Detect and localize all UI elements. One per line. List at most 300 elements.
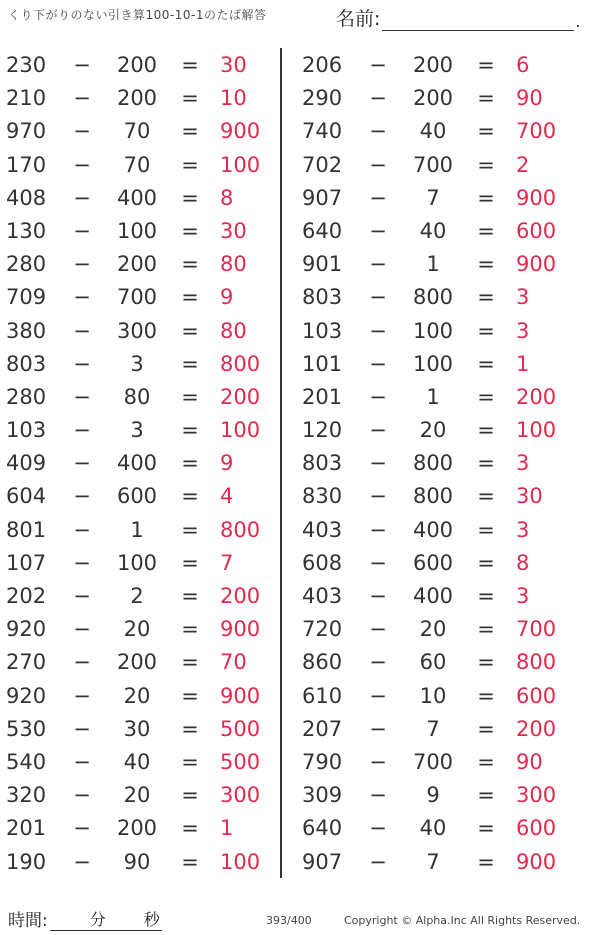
subtrahend: 90 <box>123 849 151 874</box>
problem-row <box>296 314 586 347</box>
minus-sign: − <box>369 418 387 443</box>
minuend: 702 <box>302 152 343 177</box>
problem-row <box>0 446 280 479</box>
minuend: 610 <box>302 683 343 708</box>
answer: 8 <box>220 185 234 210</box>
name-end-mark: . <box>575 12 581 31</box>
answer: 900 <box>220 683 261 708</box>
subtrahend: 20 <box>123 683 151 708</box>
minus-sign: − <box>369 550 387 575</box>
minus-sign: − <box>369 53 387 77</box>
minuend: 206 <box>302 53 343 77</box>
equals-sign: = <box>477 53 495 77</box>
answer: 30 <box>516 484 543 509</box>
subtrahend: 100 <box>412 351 454 376</box>
time-blank-line <box>50 910 162 931</box>
minuend: 640 <box>302 816 343 841</box>
minus-sign: − <box>73 318 91 343</box>
subtrahend: 40 <box>419 119 447 144</box>
subtrahend: 20 <box>123 783 151 808</box>
problem-row <box>296 214 586 247</box>
subtrahend: 80 <box>123 384 151 409</box>
minuend: 720 <box>302 617 343 642</box>
answer: 1 <box>516 351 530 376</box>
equals-sign: = <box>477 517 495 542</box>
minuend: 830 <box>302 484 343 509</box>
equals-sign: = <box>477 451 495 476</box>
equals-sign: = <box>181 816 199 841</box>
minuend: 103 <box>302 318 343 343</box>
minutes-unit: 分 <box>89 910 106 929</box>
subtrahend: 40 <box>419 218 447 243</box>
equals-sign: = <box>181 351 199 376</box>
problem-row <box>0 247 280 280</box>
problem-row <box>296 81 586 114</box>
minus-sign: − <box>73 517 91 542</box>
subtrahend: 200 <box>116 53 158 77</box>
minus-sign: − <box>73 650 91 675</box>
answer: 900 <box>516 252 557 277</box>
answer: 2 <box>516 152 530 177</box>
minus-sign: − <box>73 185 91 210</box>
subtrahend: 800 <box>412 484 454 509</box>
problem-row <box>0 811 280 844</box>
equals-sign: = <box>477 683 495 708</box>
equals-sign: = <box>181 617 199 642</box>
subtrahend: 200 <box>116 650 158 675</box>
minus-sign: − <box>369 185 387 210</box>
page-number: 393/400 <box>266 914 312 927</box>
name-blank-line <box>382 10 574 31</box>
answer: 600 <box>516 816 557 841</box>
minus-sign: − <box>73 550 91 575</box>
subtrahend: 400 <box>412 584 454 608</box>
minus-sign: − <box>73 617 91 642</box>
subtrahend: 40 <box>419 816 447 841</box>
minus-sign: − <box>369 384 387 409</box>
equals-sign: = <box>477 285 495 310</box>
minuend: 608 <box>302 550 343 575</box>
minuend: 170 <box>6 152 47 177</box>
minus-sign: − <box>369 152 387 177</box>
minuend: 920 <box>6 683 47 708</box>
subtrahend: 700 <box>116 285 158 310</box>
subtrahend: 7 <box>426 849 440 874</box>
answer: 800 <box>516 650 557 675</box>
equals-sign: = <box>477 418 495 443</box>
minus-sign: − <box>73 783 91 808</box>
answer: 700 <box>516 119 557 144</box>
answer: 4 <box>220 484 234 509</box>
answer: 200 <box>516 384 557 409</box>
problem-row <box>296 114 586 147</box>
minuend: 920 <box>6 617 47 642</box>
equals-sign: = <box>181 849 199 874</box>
answer: 3 <box>516 451 530 476</box>
minuend: 901 <box>302 252 343 277</box>
problem-row <box>0 513 280 546</box>
equals-sign: = <box>181 185 199 210</box>
minus-sign: − <box>73 351 91 376</box>
minus-sign: − <box>369 285 387 310</box>
minuend: 409 <box>6 451 47 476</box>
equals-sign: = <box>181 418 199 443</box>
minuend: 202 <box>6 584 47 608</box>
minuend: 101 <box>302 351 343 376</box>
minus-sign: − <box>73 849 91 874</box>
equals-sign: = <box>477 351 495 376</box>
problem-row <box>296 181 586 214</box>
minuend: 790 <box>302 749 343 774</box>
minus-sign: − <box>369 650 387 675</box>
problem-row <box>0 745 280 778</box>
problem-row <box>0 81 280 114</box>
answer: 100 <box>516 418 557 443</box>
minus-sign: − <box>369 517 387 542</box>
answer: 900 <box>220 119 261 144</box>
subtrahend: 200 <box>412 86 454 111</box>
subtrahend: 1 <box>426 252 440 277</box>
answer: 900 <box>516 849 557 874</box>
equals-sign: = <box>477 783 495 808</box>
minuend: 207 <box>302 716 343 741</box>
minus-sign: − <box>73 816 91 841</box>
problem-row <box>0 181 280 214</box>
minuend: 280 <box>6 384 47 409</box>
subtrahend: 400 <box>412 517 454 542</box>
minuend: 230 <box>6 53 47 77</box>
equals-sign: = <box>477 749 495 774</box>
answer: 1 <box>220 816 234 841</box>
answer: 9 <box>220 285 234 310</box>
minuend: 803 <box>302 451 343 476</box>
problem-row <box>296 745 586 778</box>
answer: 30 <box>220 53 247 77</box>
answer: 3 <box>516 285 530 310</box>
answer: 600 <box>516 683 557 708</box>
minus-sign: − <box>73 584 91 608</box>
problem-row <box>296 679 586 712</box>
minuend: 403 <box>302 584 343 608</box>
problem-row <box>0 114 280 147</box>
problem-row <box>296 479 586 512</box>
problem-row <box>296 380 586 413</box>
answer: 100 <box>220 152 261 177</box>
answer: 6 <box>516 53 530 77</box>
subtrahend: 100 <box>116 218 158 243</box>
minuend: 280 <box>6 252 47 277</box>
problem-row <box>0 645 280 678</box>
minuend: 290 <box>302 86 343 111</box>
minus-sign: − <box>369 749 387 774</box>
problem-row <box>0 280 280 313</box>
minuend: 201 <box>6 816 47 841</box>
problem-row <box>296 778 586 811</box>
minus-sign: − <box>369 119 387 144</box>
problem-row <box>296 579 586 612</box>
equals-sign: = <box>181 252 199 277</box>
subtrahend: 70 <box>123 152 151 177</box>
minus-sign: − <box>369 451 387 476</box>
problem-row <box>296 811 586 844</box>
equals-sign: = <box>181 384 199 409</box>
problem-row <box>296 247 586 280</box>
subtrahend: 9 <box>426 783 440 808</box>
minuend: 309 <box>302 783 343 808</box>
equals-sign: = <box>477 650 495 675</box>
problem-row <box>296 347 586 380</box>
answer: 80 <box>220 318 247 343</box>
problem-row <box>0 612 280 645</box>
problem-row <box>296 48 586 81</box>
subtrahend: 1 <box>426 384 440 409</box>
minus-sign: − <box>369 849 387 874</box>
answer: 200 <box>220 584 261 608</box>
minus-sign: − <box>73 451 91 476</box>
equals-sign: = <box>181 683 199 708</box>
answer: 300 <box>516 783 557 808</box>
minuend: 320 <box>6 783 47 808</box>
minus-sign: − <box>73 86 91 111</box>
problem-row <box>296 712 586 745</box>
problem-row <box>0 712 280 745</box>
answer: 700 <box>516 617 557 642</box>
problem-row <box>0 679 280 712</box>
problem-row <box>0 479 280 512</box>
equals-sign: = <box>477 318 495 343</box>
answer: 9 <box>220 451 234 476</box>
equals-sign: = <box>477 816 495 841</box>
minus-sign: − <box>73 152 91 177</box>
minus-sign: − <box>369 584 387 608</box>
minus-sign: − <box>73 418 91 443</box>
equals-sign: = <box>181 218 199 243</box>
time-field <box>8 906 162 931</box>
minuend: 907 <box>302 185 343 210</box>
subtrahend: 20 <box>419 617 447 642</box>
minuend: 803 <box>6 351 47 376</box>
subtrahend: 600 <box>116 484 158 509</box>
minus-sign: − <box>369 716 387 741</box>
answer: 800 <box>220 351 261 376</box>
problem-column-left <box>0 48 280 878</box>
minus-sign: − <box>73 119 91 144</box>
problem-row <box>296 280 586 313</box>
equals-sign: = <box>477 849 495 874</box>
answer: 800 <box>220 517 261 542</box>
answer: 600 <box>516 218 557 243</box>
equals-sign: = <box>181 550 199 575</box>
subtrahend: 200 <box>116 86 158 111</box>
subtrahend: 40 <box>123 749 151 774</box>
subtrahend: 800 <box>412 285 454 310</box>
answer: 30 <box>220 218 247 243</box>
subtrahend: 700 <box>412 152 454 177</box>
subtrahend: 200 <box>116 816 158 841</box>
subtrahend: 7 <box>426 716 440 741</box>
answer: 100 <box>220 849 261 874</box>
subtrahend: 200 <box>116 252 158 277</box>
subtrahend: 200 <box>412 53 454 77</box>
subtrahend: 60 <box>419 650 447 675</box>
equals-sign: = <box>181 451 199 476</box>
answer: 10 <box>220 86 247 111</box>
column-divider <box>280 48 282 878</box>
answer: 900 <box>220 617 261 642</box>
minuend: 640 <box>302 218 343 243</box>
minus-sign: − <box>369 218 387 243</box>
equals-sign: = <box>181 650 199 675</box>
answer: 300 <box>220 783 261 808</box>
answer: 200 <box>220 384 261 409</box>
subtrahend: 20 <box>419 418 447 443</box>
minuend: 803 <box>302 285 343 310</box>
subtrahend: 2 <box>130 584 144 608</box>
equals-sign: = <box>181 53 199 77</box>
answer: 500 <box>220 749 261 774</box>
minus-sign: − <box>73 683 91 708</box>
equals-sign: = <box>477 550 495 575</box>
minuend: 190 <box>6 849 47 874</box>
minus-sign: − <box>369 617 387 642</box>
minus-sign: − <box>73 716 91 741</box>
subtrahend: 30 <box>123 716 151 741</box>
equals-sign: = <box>477 716 495 741</box>
equals-sign: = <box>477 252 495 277</box>
answer: 500 <box>220 716 261 741</box>
answer: 3 <box>516 584 530 608</box>
minuend: 201 <box>302 384 343 409</box>
subtrahend: 700 <box>412 749 454 774</box>
equals-sign: = <box>181 152 199 177</box>
answer: 100 <box>220 418 261 443</box>
minuend: 210 <box>6 86 47 111</box>
equals-sign: = <box>477 185 495 210</box>
problem-row <box>0 579 280 612</box>
answer: 7 <box>220 550 234 575</box>
subtrahend: 300 <box>116 318 158 343</box>
minuend: 408 <box>6 185 47 210</box>
problem-row <box>0 48 280 81</box>
problem-row <box>296 612 586 645</box>
problem-row <box>0 546 280 579</box>
name-label: 名前: <box>336 8 381 30</box>
equals-sign: = <box>477 86 495 111</box>
equals-sign: = <box>181 285 199 310</box>
problem-row <box>296 513 586 546</box>
problem-row <box>296 446 586 479</box>
equals-sign: = <box>181 716 199 741</box>
seconds-unit: 秒 <box>143 910 160 929</box>
problem-row <box>0 314 280 347</box>
equals-sign: = <box>181 517 199 542</box>
problem-row <box>0 380 280 413</box>
problem-row <box>0 148 280 181</box>
minuend: 103 <box>6 418 47 443</box>
minus-sign: − <box>369 484 387 509</box>
subtrahend: 10 <box>419 683 447 708</box>
subtrahend: 100 <box>412 318 454 343</box>
equals-sign: = <box>181 783 199 808</box>
minus-sign: − <box>369 252 387 277</box>
problem-row <box>296 845 586 878</box>
problem-row <box>0 347 280 380</box>
minus-sign: − <box>369 351 387 376</box>
minus-sign: − <box>73 252 91 277</box>
answer: 3 <box>516 517 530 542</box>
minus-sign: − <box>369 318 387 343</box>
subtrahend: 600 <box>412 550 454 575</box>
problem-row <box>296 413 586 446</box>
problem-row <box>296 546 586 579</box>
subtrahend: 1 <box>130 517 144 542</box>
answer: 200 <box>516 716 557 741</box>
subtrahend: 3 <box>130 418 144 443</box>
minuend: 540 <box>6 749 47 774</box>
equals-sign: = <box>477 384 495 409</box>
problem-row <box>296 645 586 678</box>
answer: 90 <box>516 86 543 111</box>
problem-row <box>0 214 280 247</box>
equals-sign: = <box>477 152 495 177</box>
copyright-notice: Copyright © Alpha.Inc All Rights Reserved. <box>344 914 581 927</box>
minus-sign: − <box>369 86 387 111</box>
subtrahend: 400 <box>116 185 158 210</box>
minuend: 270 <box>6 650 47 675</box>
name-field <box>336 4 581 31</box>
equals-sign: = <box>181 484 199 509</box>
problem-row <box>0 778 280 811</box>
minuend: 801 <box>6 517 47 542</box>
equals-sign: = <box>181 749 199 774</box>
problem-column-right <box>296 48 586 878</box>
equals-sign: = <box>181 86 199 111</box>
minus-sign: − <box>369 783 387 808</box>
problem-row <box>0 845 280 878</box>
subtrahend: 100 <box>116 550 158 575</box>
minuend: 530 <box>6 716 47 741</box>
subtrahend: 400 <box>116 451 158 476</box>
equals-sign: = <box>181 584 199 608</box>
subtrahend: 70 <box>123 119 151 144</box>
answer: 70 <box>220 650 247 675</box>
equals-sign: = <box>477 218 495 243</box>
answer: 90 <box>516 749 543 774</box>
problem-row <box>0 413 280 446</box>
worksheet-title: くり下がりのない引き算100-10-1のたば解答 <box>8 8 267 22</box>
minuend: 740 <box>302 119 343 144</box>
answer: 3 <box>516 318 530 343</box>
minuend: 403 <box>302 517 343 542</box>
minus-sign: − <box>73 749 91 774</box>
minus-sign: − <box>73 53 91 77</box>
minuend: 709 <box>6 285 47 310</box>
equals-sign: = <box>477 484 495 509</box>
answer: 8 <box>516 550 530 575</box>
equals-sign: = <box>477 617 495 642</box>
equals-sign: = <box>181 318 199 343</box>
equals-sign: = <box>181 119 199 144</box>
minuend: 120 <box>302 418 343 443</box>
subtrahend: 20 <box>123 617 151 642</box>
minuend: 860 <box>302 650 343 675</box>
minuend: 604 <box>6 484 47 509</box>
minus-sign: − <box>369 816 387 841</box>
subtrahend: 800 <box>412 451 454 476</box>
problem-row <box>296 148 586 181</box>
equals-sign: = <box>477 584 495 608</box>
answer: 900 <box>516 185 557 210</box>
